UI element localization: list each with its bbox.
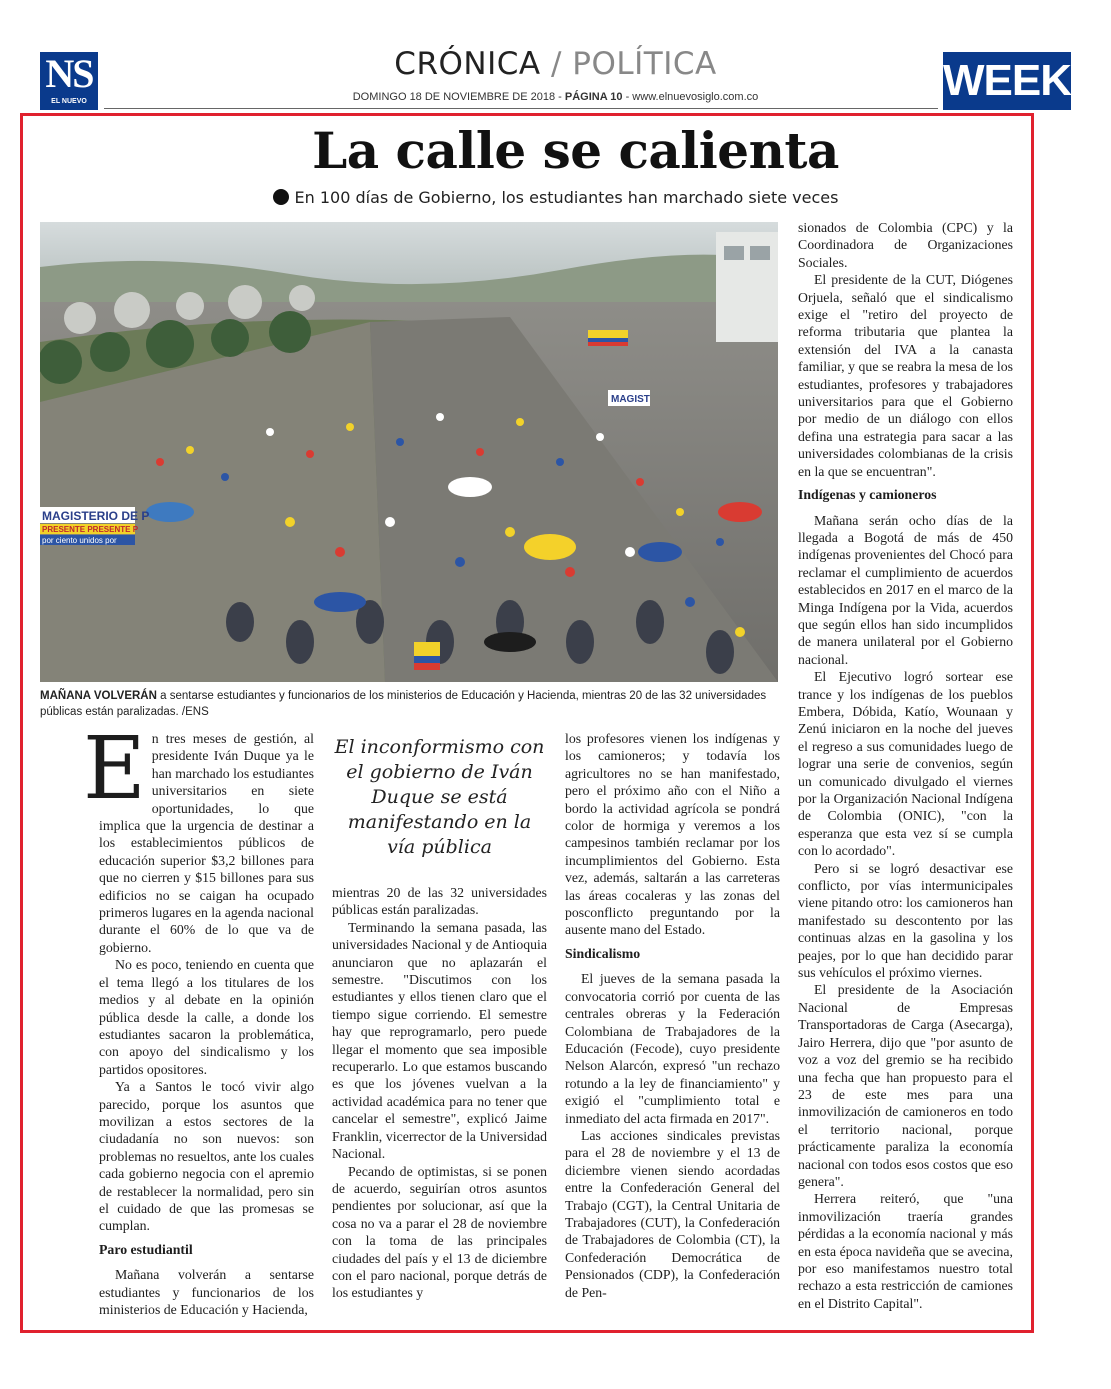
- subheading-paro-estudiantil: Paro estudiantil: [99, 1241, 193, 1257]
- photo-banner-3: por ciento unidos por: [42, 536, 117, 545]
- bullet-icon: [273, 189, 289, 205]
- article-subhead: [0, 186, 1111, 210]
- article-column-2: [332, 884, 547, 1302]
- paragraph-text: n tres meses de gestión, al presidente Iván Duque ya le han marchado los estudiantes universitarios en siete oportunidades, lo que implica que la urgencia de destinar a los establecimientos públicos de educación superior $3,2 billones para que no cierren y $15 billones para sus edificios no se caigan ha ocupado primeros lugares en la agenda nacional durante el 60% de lo que va de gobierno.: [99, 731, 314, 955]
- site-url[interactable]: - www.elnuevosiglo.com.co: [622, 91, 759, 103]
- photo-banner-1: MAGISTERIO DE P: [42, 509, 150, 523]
- article-headline: La calle se calienta: [312, 121, 839, 180]
- paragraph: Las acciones sindicales previstas para el 28 de noviembre y el 13 de diciembre vienen siendo acordadas entre la Confederación General del Trabajo (CGT), la Central Unitaria de Trabajadores (CUT), la Confederación de Trabajadores de Colombia (CT), la Confederación Democrática de Pensionados (CDP), la Confederación de Pen-: [565, 1127, 780, 1300]
- header-divider: [104, 108, 938, 109]
- caption-text: a sentarse estudiantes y funcionarios de los ministerios de Educación y Hacienda, mientras 20 de las 32 universidades públicas están paralizadas. /ENS: [40, 690, 767, 718]
- paragraph: Herrera reiteró, que "una inmovilización traería grandes pérdidas a la economía nacional y más en esta época navideña que se avecina, por eso manifestamos nuestro total rechazo a esta restricción de camiones en el Distrito Capital".: [798, 1191, 1013, 1311]
- subheading-indigenas-y-camioneros: Indígenas y camioneros: [798, 487, 937, 503]
- paragraph: El jueves de la semana pasada la convocatoria corrió por cuenta de las centrales obreras y la Federación Colombiana de Trabajadores de la Educación (Fecode), cuyo presidente Nelson Alarcón, expresó "un rechazo rotundo a la ley de financiamiento" y exigió el "cumplimiento total e inmediato del acta firmada en 2017".: [565, 971, 780, 1126]
- pull-quote: El inconformismo con el gobierno de Iván Duque se está manifestando en la vía pública: [334, 736, 545, 858]
- section-separator: /: [550, 46, 562, 82]
- paragraph: Ya a Santos le tocó vivir algo parecido, porque los asuntos que movilizan a estos sectores de la ciudadanía no son nuevos: son problemas no resueltos, ante los cuales cada gobierno negocia con el apremio de restablecer la normalidad, pero sin el cuidado de que las promesas se cumplan.: [99, 1079, 314, 1234]
- logo-ns-letters: NS: [45, 51, 93, 96]
- paragraph: El Ejecutivo logró sortear ese trance y los indígenas de los pueblos Embera, Dóbida, Katío, Wounaan y Zenú iniciaron en la noche del jueves el regreso a sus comunidades luego de lograr una serie de convenios, según un comunicado divulgado el viernes por la Organización Nacional Indígena de Colombia (ONIC), "con la esperanza que esta vez sí se cumpla con lo acordado".: [798, 669, 1013, 859]
- paragraph: mientras 20 de las 32 universidades públicas están paralizadas.: [332, 885, 547, 918]
- subhead-text: En 100 días de Gobierno, los estudiantes han marchado siete veces: [294, 188, 839, 207]
- logo-ns-subtitle: EL NUEVO SIGLO: [51, 98, 87, 117]
- article-column-1: [83, 719, 314, 1318]
- paragraph: El presidente de la Asociación Nacional de Empresas Transportadoras de Carga (Asecarga), Jairo Herrera, dijo que "por asunto de voz a voz del gremio se ha recibido una fecha que han propuesto para el 23 de este mes para una inmovilización de camioneros en todo el territorio nacional, porque prácticamente paraliza la economía nacional con todos esos costos que eso genera".: [798, 982, 1013, 1189]
- paragraph: El presidente de la CUT, Diógenes Orjuela, señaló que el sindicalismo exige el "retiro del proyecto de reforma tributaria que plantea la extensión del IVA a la canasta familiar, y que se reabra la mesa de los estudiantes, profesores y trabajadores universitarios para que el Gobierno por medio de un diálogo con ellos defina una estrategia para sacar a las universidades colombianas de la crisis en la que se encuentran".: [798, 272, 1013, 479]
- subsection-name: POLÍTICA: [572, 46, 717, 82]
- protest-photo[interactable]: [40, 222, 778, 682]
- page-number: PÁGINA 10: [564, 91, 623, 103]
- article-column-4: [798, 219, 1013, 1312]
- article-column-3: [565, 730, 780, 1301]
- paragraph: [83, 719, 314, 956]
- photo-sign: MAGIST: [611, 394, 650, 405]
- paragraph: No es poco, teniendo en cuenta que el tema llegó a los titulares de los medios y al debate en la opinión pública desde la calle, a donde los estudiantes sacaron la problemática, con apoyo del sindicalismo y los partidos opositores.: [99, 957, 314, 1077]
- caption-lead: MAÑANA VOLVERÁN: [40, 690, 157, 702]
- photo-caption: [40, 688, 778, 720]
- paragraph: sionados de Colombia (CPC) y la Coordinadora de Organizaciones Sociales.: [798, 220, 1013, 270]
- paragraph: Pero si se logró desactivar ese conflicto, por vías intermunicipales viene pitando otro: los camioneros han manifestado su descontento por las continuas alzas en la gasolina y los peajes, por lo que han decidido parar sus vehículos el próximo viernes.: [798, 860, 1013, 981]
- paragraph: Terminando la semana pasada, las universidades Nacional y de Antioquia anunciaron que no aplazarán el semestre. "Discutimos con los estudiantes y ellos tienen claro que el tiempo sigue corriendo. El semestre hay que reprogramarlo, pero puede llegar el momento que sea imposible recuperarlo. Lo que estamos buscando es que los jóvenes vuelvan a la actividad académica para no tener que cancelar el semestre", explicó Jaime Franklin, vicerrector de la Universidad Nacional.: [332, 919, 547, 1162]
- paragraph: Pecando de optimistas, si se ponen de acuerdo, seguirían otros asuntos pendientes por solucionar, así que la cosa no va a parar el 28 de noviembre con la toma de las principales ciudades del país y el 13 de diciembre con el paro nacional, porque detrás de los estudiantes y: [332, 1163, 547, 1301]
- protest-photo-illustration: [40, 222, 778, 682]
- paragraph: Mañana volverán a sentarse estudiantes y funcionarios de los ministerios de Educación y Hacienda,: [99, 1267, 314, 1317]
- drop-cap: E: [83, 719, 146, 819]
- date-text: DOMINGO 18 DE NOVIEMBRE DE 2018 -: [352, 91, 565, 103]
- week-logo[interactable]: WEEK: [943, 52, 1071, 110]
- photo-banner-2: PRESENTE PRESENTE P: [42, 525, 139, 534]
- subheading-sindicalismo: Sindicalismo: [565, 945, 641, 961]
- paragraph: Mañana serán ocho días de la llegada a Bogotá de más de 450 indígenas provenientes del Chocó para reclamar el cumplimiento de acuerdos establecidos en 2017 en el marco de la Minga Indígena por la Vida, acuerdos que según ellos han sido incumplidos de manera unilateral por el Gobierno nacional.: [798, 512, 1013, 667]
- section-name: CRÓNICA: [394, 46, 541, 82]
- paragraph: los profesores vienen los indígenas y los camioneros; y todavía los agricultores no se han manifestado, pero el próximo año con el Niño a bordo la actividad agrícola se pondrá color de hormiga y veremos a los campesinos también reclamar por los incumplimientos del Gobierno. Esta vez, además, saltarán a las carreteras las áreas cocaleras y las zonas del posconflicto preguntando por la ausente mano del Estado.: [565, 731, 780, 938]
